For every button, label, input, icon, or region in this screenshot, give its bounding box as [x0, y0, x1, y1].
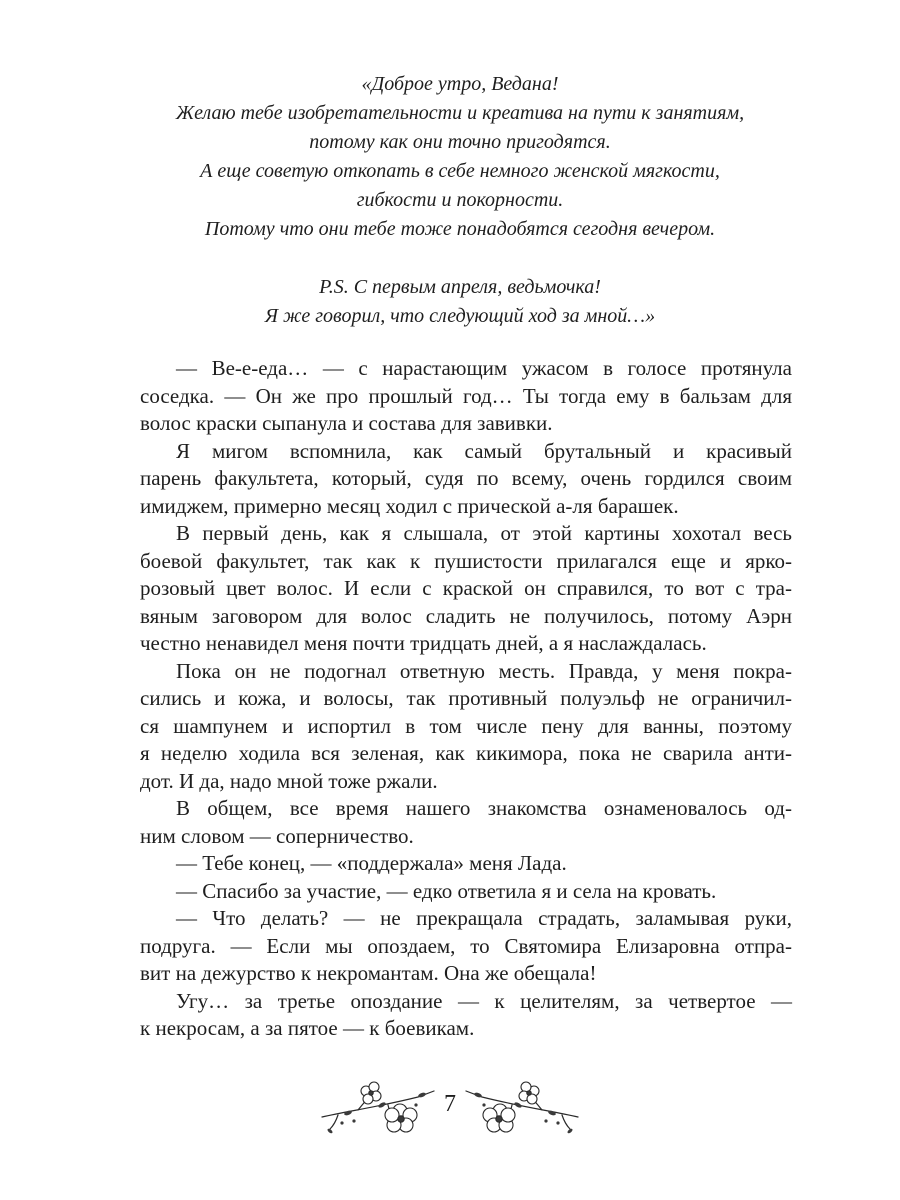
- paragraph-line: соседка. — Он же про прошлый год… Ты тогда ему в бальзам для: [140, 383, 792, 408]
- paragraph-line: честно ненавидел меня почти тридцать дней, а я наслаждалась.: [140, 631, 707, 655]
- paragraph-line: В первый день, как я слышала, от этой картины хохотал весь: [176, 521, 792, 545]
- letter-line: Желаю тебе изобретательности и креатива на пути к занятиям,: [175, 102, 745, 124]
- paragraph-line: дот. И да, надо мной тоже ржали.: [140, 768, 438, 793]
- paragraph-line: ним словом — соперничество.: [140, 823, 414, 848]
- paragraph-line: имиджем, примерно месяц ходил с прической а-ля барашек.: [140, 493, 679, 518]
- letter-postscript-line: Я же говорил, что следующий ход за мной…»: [264, 305, 656, 327]
- paragraph-line: — Ве-е-еда… — с нарастающим ужасом в голосе протянула: [176, 356, 792, 380]
- cherry-blossom-branch-icon: [318, 1075, 438, 1145]
- paragraph-line: к некросам, а за пятое — к боевикам.: [140, 1016, 475, 1040]
- cherry-blossom-branch-icon: [462, 1075, 582, 1145]
- letter-line: «Доброе утро, Ведана!: [361, 73, 559, 95]
- paragraph-line: волос краски сыпанула и состава для завивки.: [140, 411, 553, 435]
- letter-gap: [130, 244, 790, 273]
- paragraph-line: Я мигом вспомнила, как самый брутальный и красивый: [176, 438, 792, 463]
- paragraph-line: подруга. — Если мы опоздаем, то Святомира Елизаровна отпра-: [140, 933, 792, 958]
- letter-line: потому как они точно пригодятся.: [309, 131, 611, 153]
- paragraph-line: парень факультета, который, судя по всему, очень гордился своим: [140, 466, 792, 490]
- letter-line: гибкости и покорности.: [356, 189, 564, 211]
- letter-block: [130, 70, 790, 331]
- paragraph-line: сились и кожа, и волосы, так противный полуэльф не ограничил-: [140, 686, 792, 710]
- paragraph-line: Пока он не подогнал ответную месть. Правда, у меня покра-: [176, 658, 792, 683]
- letter-line: Потому что они тебе тоже понадобятся сегодня вечером.: [204, 218, 716, 240]
- paragraph-line: — Спасибо за участие, — едко ответила я и села на кровать.: [176, 878, 717, 903]
- paragraph-line: — Что делать? — не прекращала страдать, заламывая руки,: [176, 906, 792, 930]
- paragraph-line: ся шампунем и испортил в том числе пену для ванны, поэтому: [140, 713, 792, 738]
- letter-line: А еще советую откопать в себе немного женской мягкости,: [200, 160, 720, 182]
- paragraph-line: вит на дежурство к некромантам. Она же обещала!: [140, 961, 597, 985]
- paragraph-line: я неделю ходила вся зеленая, как кикимора, пока не сварила анти-: [140, 741, 792, 765]
- paragraph-line: В общем, все время нашего знакомства ознаменовалось од-: [176, 796, 792, 820]
- letter-postscript-line: P.S. С первым апреля, ведьмочка!: [319, 276, 601, 298]
- page-footer: [0, 1075, 900, 1145]
- paragraph-line: Угу… за третье опоздание — к целителям, за четвертое —: [176, 988, 792, 1013]
- paragraph-line: — Тебе конец, — «поддержала» меня Лада.: [176, 851, 567, 875]
- body-text: [140, 355, 792, 1043]
- paragraph-line: боевой факультет, так как к пушистости прилагался еще и ярко-: [140, 548, 792, 573]
- paragraph-line: розовый цвет волос. И если с краской он справился, то вот с тра-: [140, 576, 792, 600]
- page-number: 7: [444, 1091, 456, 1117]
- paragraph-line: вяным заговором для волос сладить не получилось, потому Аэрн: [140, 603, 792, 628]
